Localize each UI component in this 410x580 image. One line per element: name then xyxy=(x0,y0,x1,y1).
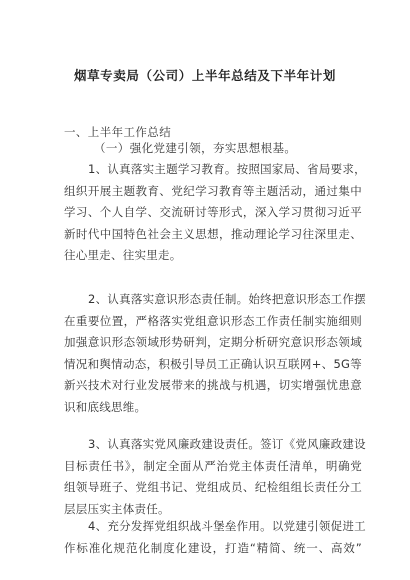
paragraph-line: 1、认真落实主题学习教育。按照国家局、省局要求， xyxy=(88,162,366,176)
paragraph-line: 学习、个人自学、交流研讨等形式，深入学习贯彻习近平 xyxy=(64,205,362,219)
paragraph-line: 组织开展主题教育、党纪学习教育等主题活动，通过集中 xyxy=(64,183,362,198)
paragraph-line: 加强意识形态领域形势研判，定期分析研究意识形态领域 xyxy=(64,335,362,349)
paragraph-line: 3、认真落实党风廉政建设责任。签订《党风廉政建设 xyxy=(88,437,366,451)
paragraph-line: 组领导班子、党组书记、党组成员、纪检组组长责任分工 xyxy=(64,480,362,494)
paragraph-line: 往心里走、往实里走。 xyxy=(64,248,182,262)
paragraph-line: 新兴技术对行业发展带来的挑战与机遇，切实增强忧患意 xyxy=(64,378,362,392)
subsection-heading: （一）强化党建引领，夯实思想根基。 xyxy=(94,141,297,155)
paragraph-2 xyxy=(64,289,366,418)
paragraph-4 xyxy=(64,516,366,559)
document-title: 烟草专卖局（公司）上半年总结及下半年计划 xyxy=(73,68,336,83)
section-heading: 一、上半年工作总结 xyxy=(64,125,172,139)
paragraph-line: 层层压实主体责任。 xyxy=(64,501,170,516)
paragraph-line: 在重要位置，严格落实党组意识形态工作责任制实施细则 xyxy=(64,313,362,328)
paragraph-3 xyxy=(64,434,366,520)
paragraph-line: 4、充分发挥党组织战斗堡垒作用。以党建引领促进工 xyxy=(88,519,366,533)
paragraph-line: 识和底线思维。 xyxy=(64,399,147,414)
paragraph-line: 目标责任书》，制定全面从严治党主体责任清单，明确党 xyxy=(64,458,362,473)
paragraph-line: 新时代中国特色社会主义思想，推动理论学习往深里走、 xyxy=(64,226,362,241)
paragraph-line: 情况和舆情动态，积极引导员工正确认识互联网+、5G等 xyxy=(64,356,362,371)
paragraph-1 xyxy=(64,159,366,267)
paragraph-line: 2、认真落实意识形态责任制。始终把意识形态工作摆 xyxy=(88,292,366,306)
paragraph-line: 作标准化规范化制度化建设，打造“精简、统一、高效” xyxy=(64,540,362,555)
